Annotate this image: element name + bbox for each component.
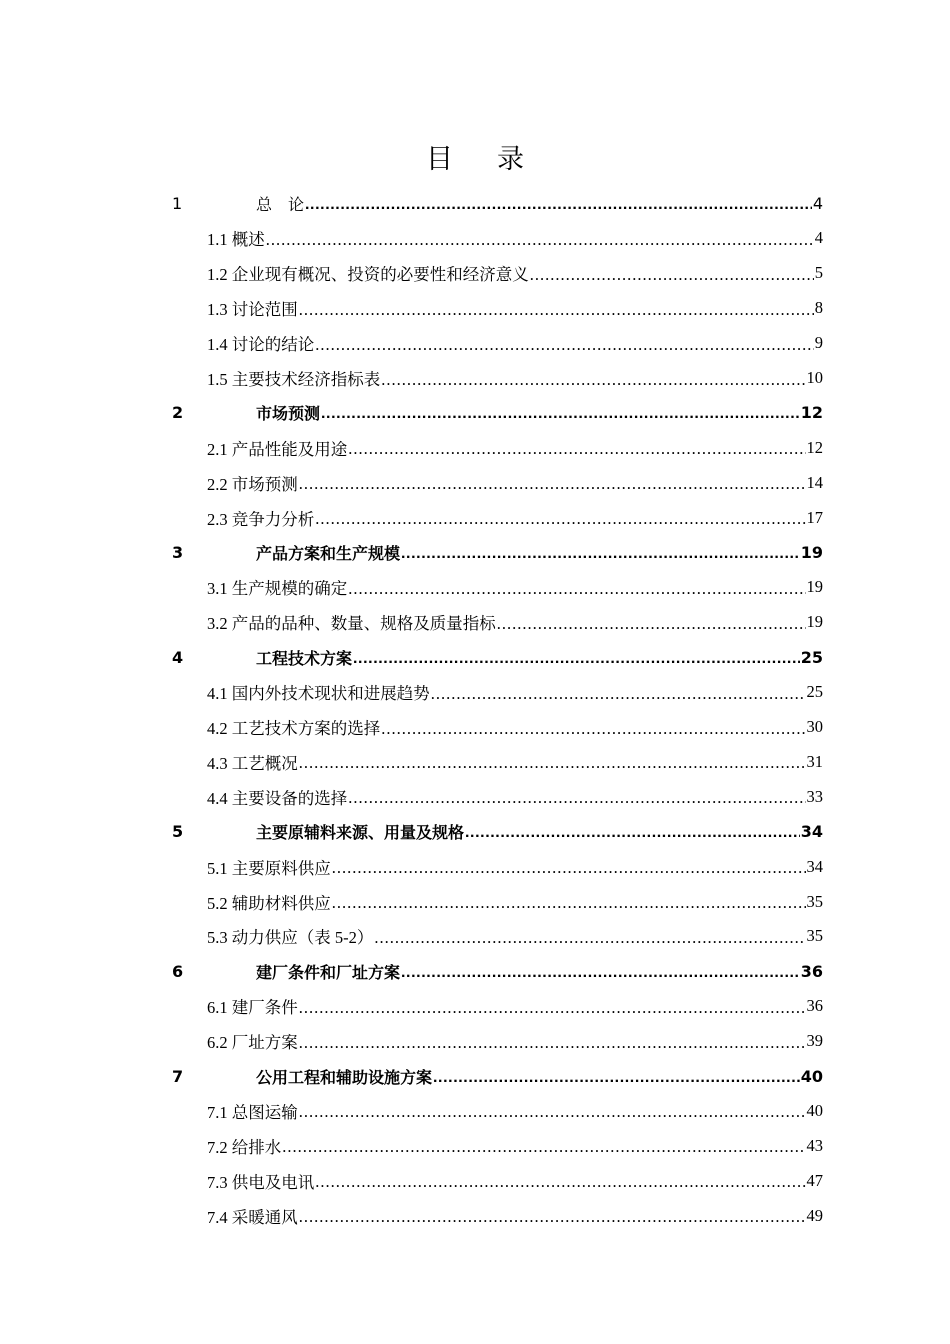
- toc-entry-label: 5.2 辅助材料供应: [207, 893, 331, 913]
- toc-dot-leader: [353, 652, 800, 675]
- toc-chapter-entry[interactable]: [172, 640, 823, 675]
- toc-chapter-entry[interactable]: [172, 954, 823, 989]
- toc-dot-leader: [348, 791, 805, 814]
- toc-page-number: 4: [814, 228, 823, 248]
- toc-page-number: 43: [806, 1135, 823, 1155]
- toc-entry-label: 7.3 供电及电讯: [207, 1172, 315, 1192]
- toc-page-number: 10: [806, 368, 823, 387]
- toc-dot-leader: [433, 1071, 800, 1094]
- toc-dot-leader: [315, 338, 814, 361]
- toc-dot-leader: [321, 407, 800, 430]
- toc-page-number: 19: [806, 612, 823, 632]
- toc-page-number: 4: [812, 194, 823, 213]
- toc-dot-leader: [299, 1105, 806, 1128]
- toc-page-number: 9: [814, 333, 823, 353]
- toc-entry-label: 市场预测: [256, 404, 321, 424]
- toc-section-entry[interactable]: [207, 1163, 823, 1198]
- toc-title: [0, 142, 950, 178]
- toc-dot-leader: [431, 687, 806, 710]
- toc-dot-leader: [401, 547, 800, 570]
- toc-dot-leader: [381, 722, 805, 745]
- toc-title-part1: 目: [426, 144, 453, 175]
- toc-dot-leader: [299, 303, 814, 326]
- toc-page-number: 36: [800, 961, 823, 981]
- toc-entry-label: 2.1 产品性能及用途: [207, 439, 348, 459]
- toc-dot-leader: [348, 442, 805, 465]
- toc-entry-label: 7.4 采暖通风: [207, 1207, 298, 1227]
- toc-entry-label: 1.2 企业现有概况、投资的必要性和经济意义: [207, 265, 529, 285]
- toc-entry-label: 公用工程和辅助设施方案: [256, 1067, 433, 1087]
- toc-entry-label: 1.1 概述: [207, 230, 265, 250]
- toc-entry-label: 5.1 主要原料供应: [207, 858, 331, 878]
- toc-dot-leader: [305, 198, 812, 221]
- toc-chapter-number: 2: [172, 403, 184, 423]
- toc-page-number: 36: [806, 996, 823, 1016]
- toc-page-number: 12: [806, 437, 823, 457]
- toc-entry-label: 1.4 讨论的结论: [207, 335, 315, 355]
- toc-dot-leader: [315, 512, 805, 535]
- toc-entry-label: 2.2 市场预测: [207, 474, 298, 494]
- toc-section-entry[interactable]: [207, 500, 823, 535]
- toc-page-number: 31: [806, 751, 823, 771]
- toc-entry-label: 总 论: [256, 195, 305, 214]
- toc-dot-leader: [299, 1001, 806, 1024]
- toc-page-number: 12: [800, 403, 823, 423]
- toc-entry-label: 工程技术方案: [256, 648, 353, 668]
- toc-dot-leader: [401, 966, 800, 989]
- toc-dot-leader: [315, 1175, 805, 1198]
- toc-section-entry[interactable]: [207, 1093, 823, 1128]
- toc-section-entry[interactable]: [207, 291, 823, 326]
- toc-page-number: 8: [814, 298, 823, 318]
- toc-chapter-number: 7: [172, 1066, 184, 1086]
- toc-section-entry[interactable]: [207, 744, 823, 779]
- toc-section-entry[interactable]: [207, 605, 823, 640]
- toc-entry-label: 6.2 厂址方案: [207, 1033, 298, 1053]
- toc-page-number: 5: [814, 263, 823, 283]
- toc-dot-leader: [299, 477, 806, 500]
- toc-entry-label: 建厂条件和厂址方案: [256, 962, 401, 982]
- toc-entry-label: 4.2 工艺技术方案的选择: [207, 719, 381, 738]
- toc-dot-leader: [497, 617, 806, 640]
- toc-section-entry[interactable]: [207, 779, 823, 814]
- toc-page-number: 49: [806, 1205, 823, 1225]
- toc-chapter-number: 4: [172, 647, 184, 667]
- toc-entry-label: 4.1 国内外技术现状和进展趋势: [207, 684, 430, 704]
- toc-page-number: 33: [806, 786, 823, 806]
- toc-section-entry[interactable]: [207, 849, 823, 884]
- toc-section-entry[interactable]: [207, 675, 823, 710]
- toc-entry-label: 7.2 给排水: [207, 1137, 282, 1157]
- toc-dot-leader: [266, 233, 814, 256]
- toc-entry-label: 产品方案和生产规模: [256, 544, 401, 563]
- toc-section-entry[interactable]: [207, 1128, 823, 1163]
- toc-dot-leader: [332, 861, 806, 884]
- toc-page-number: 14: [806, 472, 823, 492]
- toc-page-number: 40: [800, 1066, 823, 1086]
- toc-section-entry[interactable]: [207, 710, 823, 745]
- toc-title-part2: 录: [497, 144, 524, 175]
- toc-section-entry[interactable]: [207, 221, 823, 256]
- toc-dot-leader: [299, 1036, 806, 1059]
- toc-dot-leader: [530, 268, 814, 291]
- toc-dot-leader: [299, 756, 806, 779]
- toc-page-number: 34: [806, 856, 823, 876]
- toc-entry-label: 7.1 总图运输: [207, 1102, 298, 1122]
- toc-page-number: 19: [800, 543, 823, 562]
- toc-page-number: 34: [800, 822, 823, 842]
- toc-chapter-entry[interactable]: [172, 1059, 823, 1094]
- toc-entry-label: 4.4 主要设备的选择: [207, 788, 348, 808]
- toc-entry-label: 6.1 建厂条件: [207, 998, 298, 1018]
- toc-page-number: 40: [806, 1100, 823, 1120]
- toc-chapter-number: 1: [172, 194, 183, 213]
- toc-dot-leader: [465, 826, 800, 849]
- toc-section-entry[interactable]: [207, 1198, 823, 1233]
- toc-chapter-entry[interactable]: [172, 814, 823, 849]
- toc-section-entry[interactable]: [207, 256, 823, 291]
- toc-dot-leader: [348, 582, 805, 605]
- toc-page-number: 47: [806, 1170, 823, 1190]
- toc-entry-label: 4.3 工艺概况: [207, 753, 298, 773]
- toc-entry-label: 主要原辅料来源、用量及规格: [256, 823, 465, 843]
- toc-page-number: 30: [806, 717, 823, 736]
- toc-section-entry[interactable]: [207, 465, 823, 500]
- toc-entry-label: 1.3 讨论范围: [207, 300, 298, 320]
- toc-entry-label: 3.1 生产规模的确定: [207, 579, 348, 599]
- toc-section-entry[interactable]: [207, 919, 823, 954]
- toc-chapter-entry[interactable]: [172, 395, 823, 430]
- toc-dot-leader: [374, 931, 805, 954]
- toc-section-entry[interactable]: [207, 884, 823, 919]
- toc-page-number: 35: [806, 891, 823, 911]
- toc-page-number: 25: [800, 647, 823, 667]
- toc-page-number: 25: [806, 682, 823, 702]
- toc-entry-label: 1.5 主要技术经济指标表: [207, 370, 381, 389]
- toc-section-entry[interactable]: [207, 1024, 823, 1059]
- toc-section-entry[interactable]: [207, 326, 823, 361]
- toc-page-number: 19: [806, 577, 823, 597]
- toc-entry-label: 2.3 竞争力分析: [207, 509, 315, 529]
- toc-page-number: 17: [806, 507, 823, 527]
- toc-chapter-entry[interactable]: [172, 535, 823, 570]
- toc-page-number: 35: [806, 926, 823, 946]
- toc-section-entry[interactable]: [207, 361, 823, 396]
- toc-dot-leader: [381, 373, 805, 396]
- toc-section-entry[interactable]: [207, 570, 823, 605]
- toc-chapter-entry[interactable]: [172, 186, 823, 221]
- toc-dot-leader: [299, 1210, 806, 1233]
- toc-dot-leader: [332, 896, 806, 919]
- toc-page-number: 39: [806, 1031, 823, 1051]
- toc-section-entry[interactable]: [207, 989, 823, 1024]
- toc-section-entry[interactable]: [207, 430, 823, 465]
- toc-dot-leader: [282, 1140, 805, 1163]
- toc-entry-label: 3.2 产品的品种、数量、规格及质量指标: [207, 614, 496, 634]
- toc-chapter-number: 5: [172, 822, 184, 842]
- toc-entry-label: 5.3 动力供应（表 5-2）: [207, 928, 374, 948]
- toc-chapter-number: 3: [172, 543, 184, 562]
- toc-chapter-number: 6: [172, 961, 184, 981]
